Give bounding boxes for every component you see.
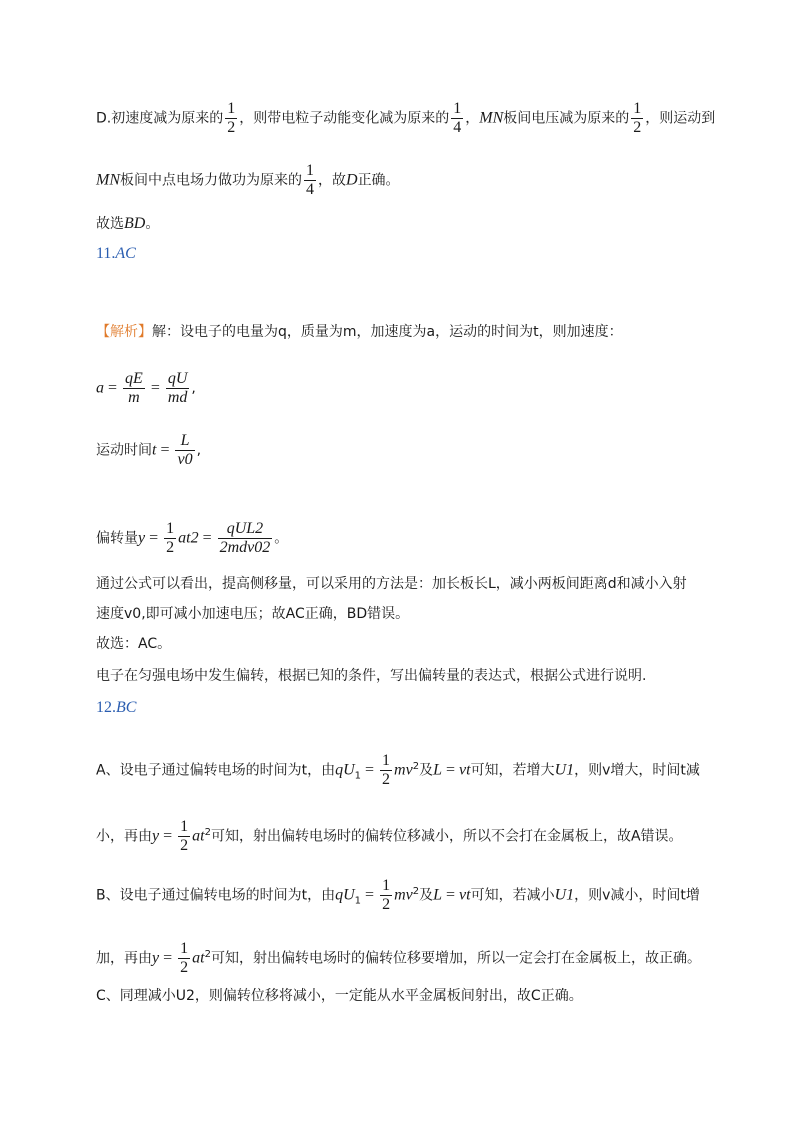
q11-text-2: 速度v0,即可减小加速电压；故AC正确，BD错误。 (96, 606, 410, 622)
fraction: $\frac{1}{2}$ (180, 940, 189, 976)
d-text-a: D.初速度减为原来的 (96, 110, 224, 127)
fraction: $\frac{1}{4}$ (306, 162, 314, 198)
q12-c-line: C、同理减小U2，则偏转位移将减小，一定能从水平金属板间射出，故C正确。 (96, 988, 583, 1004)
q12-b-line-1: B、设电子通过偏转电场的时间为t，由$qU_1$ = $\frac{1}{2}$ $mv^2$及L = vt可知，若减小U1，则v减小，时间t增 (96, 877, 700, 913)
q12-a-line-2: 小，再由y = $\frac{1}{2}$ $at^2$可知，射出偏转电场时的偏转位移减小，所以不会打在金属板上，故A错误。 (96, 818, 683, 854)
fraction: $\frac{1}{2}$ (166, 520, 175, 556)
fraction: $\frac{1}{2}$ (382, 877, 391, 913)
q11-eq-accel: a = $\frac{qE}{m}$ = $\frac{qU}{md}$ , (96, 370, 196, 406)
q11-intro: 【解析】解：设电子的电量为q，质量为m，加速度为a，运动的时间为t，则加速度： (96, 324, 623, 340)
analysis-tag: 【解析】 (96, 324, 152, 340)
d-conclusion: 故选BD。 (96, 215, 160, 232)
q11-summary: 电子在匀强电场中发生偏转，根据已知的条件，写出偏转量的表达式，根据公式进行说明. (96, 668, 647, 684)
fraction: $\frac{1}{2}$ (633, 100, 642, 136)
q12-answer: 12.BC (96, 699, 137, 716)
q11-answer: 11.AC (96, 245, 136, 262)
q11-eq-time: 运动时间t = $\frac{L}{v0}$ , (96, 432, 202, 468)
q12-a-line-1: A、设电子通过偏转电场的时间为t，由$qU_1$ = $\frac{1}{2}$ $mv^2$及L = vt可知，若增大U1，则v增大，时间t减 (96, 752, 700, 788)
q12-b-line-2: 加，再由y = $\frac{1}{2}$ $at^2$可知，射出偏转电场时的偏转位移要增加，所以一定会打在金属板上，故正确。 (96, 940, 701, 976)
q11-conclusion: 故选：AC。 (96, 636, 172, 652)
fraction: $\frac{qU}{md}$ (167, 370, 188, 406)
d-text-b: ，则带电粒子动能变化减为原来的 (239, 110, 450, 127)
fraction: $\frac{1}{4}$ (453, 100, 462, 136)
fraction: $\frac{L}{v0}$ (177, 432, 193, 468)
q11-text-1: 通过公式可以看出，提高侧移量，可以采用的方法是：加长板长L，减小两板间距离d和减小入射 (96, 576, 687, 592)
d-line-1: D.初速度减为原来的 $\frac{1}{2}$ ，则带电粒子动能变化减为原来的 $\frac{1}{4}$ ，MN板间电压减为原来的 $\frac{1}{2}$ ，则运动到 (96, 100, 716, 136)
d-line-2: MN板间中点电场力做功为原来的 $\frac{1}{4}$ ，故D正确。 (96, 162, 400, 198)
fraction: $\frac{qE}{m}$ (125, 370, 143, 406)
fraction: $\frac{1}{2}$ (180, 818, 189, 854)
q11-eq-deflection: 偏转量y = $\frac{1}{2}$ at2 = $\frac{\text{qUL2}}{\text{2mdv02}}$ 。 (96, 520, 289, 556)
fraction: $\frac{1}{2}$ (382, 752, 391, 788)
fraction: $\frac{\text{qUL2}}{\text{2mdv02}}$ (219, 520, 271, 556)
fraction: $\frac{1}{2}$ (227, 100, 236, 136)
